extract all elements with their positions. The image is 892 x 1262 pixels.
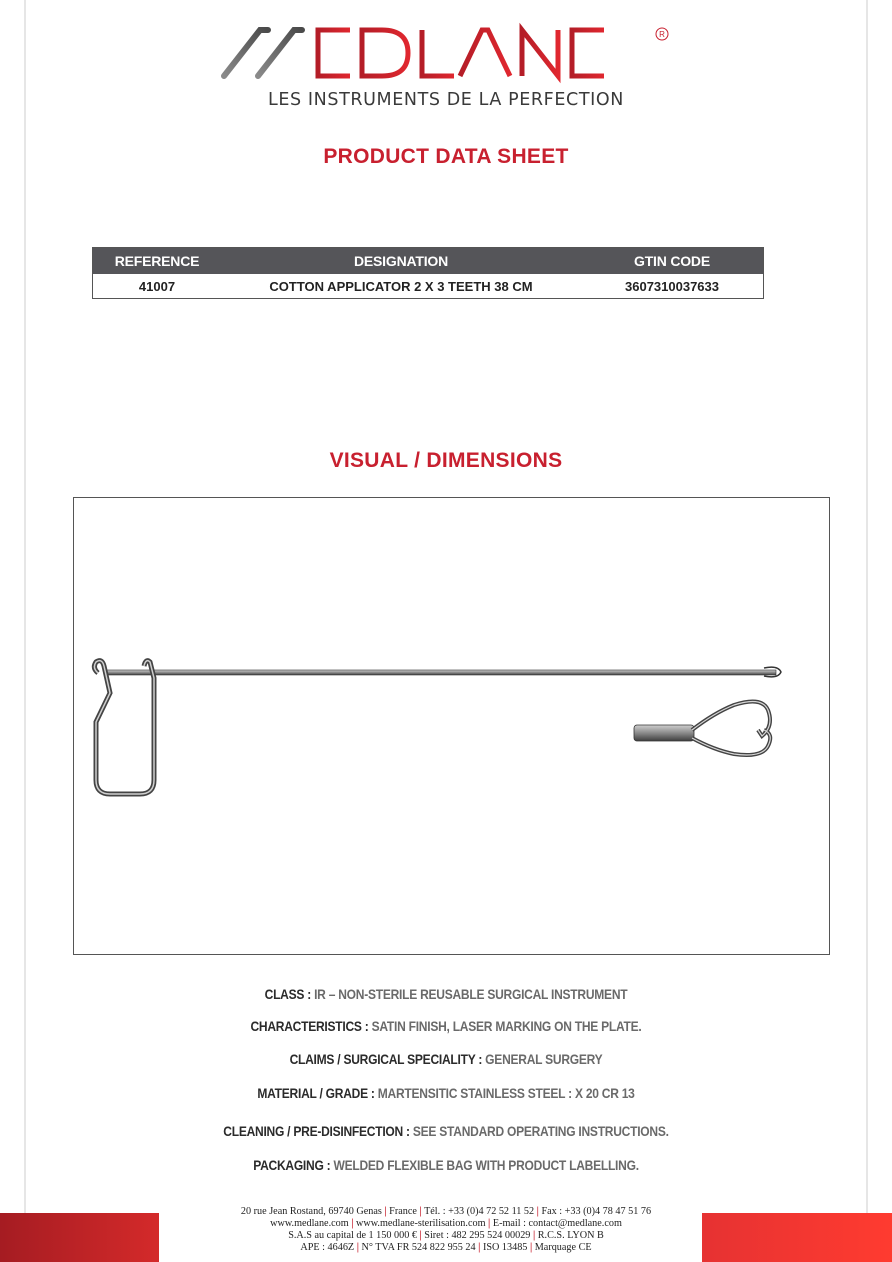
footer-tva: N° TVA FR 524 822 955 24: [361, 1242, 476, 1253]
spec-value: WELDED FLEXIBLE BAG WITH PRODUCT LABELLING.: [333, 1157, 639, 1173]
footer-iso: ISO 13485: [482, 1242, 528, 1253]
spec-characteristics: [62, 1018, 829, 1034]
footer-line-1: 20 rue Jean Rostand, 69740 Genas | France | Tél. : +33 (0)4 72 52 11 52 | Fax : +33 (0)4 78 47 51 76: [240, 1206, 652, 1217]
instrument-illustration: [74, 498, 829, 954]
footer-line-2: www.medlane.com | www.medlane-sterilisation.com | E-mail : contact@medlane.com: [270, 1218, 622, 1229]
footer-siret: Siret : 482 295 524 00029: [424, 1230, 531, 1241]
footer-country: France: [389, 1206, 417, 1217]
footer-capital: S.A.S au capital de 1 150 000 €: [288, 1230, 417, 1241]
product-data-sheet-title: PRODUCT DATA SHEET: [323, 145, 569, 168]
footer-sterilisation-link[interactable]: www.medlane-sterilisation.com: [356, 1218, 486, 1229]
footer-line-4: APE : 4646Z | N° TVA FR 524 822 955 24 | ISO 13485 | Marquage CE: [300, 1242, 592, 1253]
cell-designation: COTTON APPLICATOR 2 X 3 TEETH 38 CM: [221, 274, 581, 299]
spec-packaging: [62, 1157, 829, 1173]
brand-tagline: LES INSTRUMENTS DE LA PERFECTION: [268, 90, 624, 110]
cell-gtin: 3607310037633: [581, 274, 764, 299]
footer-line-3: S.A.S au capital de 1 150 000 € | Siret : 482 295 524 00029 | R.C.S. LYON B: [288, 1230, 604, 1241]
table-row: [93, 274, 764, 299]
footer-email-link[interactable]: E-mail : contact@medlane.com: [492, 1218, 622, 1229]
spec-label: PACKAGING :: [253, 1157, 334, 1173]
medlane-logo: [220, 20, 680, 140]
visual-box: [73, 497, 830, 955]
spec-label: CLASS :: [264, 986, 315, 1002]
spec-class: [62, 986, 829, 1002]
col-gtin: GTIN CODE: [581, 248, 764, 275]
spec-label: CLAIMS / SURGICAL SPECIALITY :: [289, 1051, 486, 1067]
footer-phone: Tél. : +33 (0)4 72 52 11 52: [424, 1206, 535, 1217]
spec-cleaning: [62, 1123, 829, 1139]
footer-ape: APE : 4646Z: [300, 1242, 355, 1253]
footer-rcs: R.C.S. LYON B: [537, 1230, 604, 1241]
spec-label: MATERIAL / GRADE :: [257, 1085, 378, 1101]
col-reference: REFERENCE: [93, 248, 222, 275]
spec-label: CHARACTERISTICS :: [250, 1018, 372, 1034]
footer-address-text: 20 rue Jean Rostand, 69740 Genas: [240, 1206, 382, 1217]
spec-material: [62, 1085, 829, 1101]
spec-value: SATIN FINISH, LASER MARKING ON THE PLATE.: [371, 1018, 642, 1034]
footer-fax: Fax : +33 (0)4 78 47 51 76: [541, 1206, 652, 1217]
spec-value: SEE STANDARD OPERATING INSTRUCTIONS.: [412, 1123, 669, 1139]
product-table: [92, 247, 764, 299]
footer-website-link[interactable]: www.medlane.com: [270, 1218, 349, 1229]
page-border-left: [24, 0, 26, 1262]
col-designation: DESIGNATION: [221, 248, 581, 275]
spec-label: CLEANING / PRE-DISINFECTION :: [223, 1123, 413, 1139]
footer-address: [0, 1206, 892, 1254]
spec-value: MARTENSITIC STAINLESS STEEL : X 20 CR 13: [377, 1085, 635, 1101]
svg-text:R: R: [659, 30, 665, 39]
footer-ce: Marquage CE: [534, 1242, 592, 1253]
spec-value: GENERAL SURGERY: [485, 1051, 603, 1067]
visual-dimensions-title: VISUAL / DIMENSIONS: [329, 449, 563, 472]
product-table-header: [93, 248, 764, 275]
cell-reference: 41007: [93, 274, 222, 299]
spec-claims: [62, 1051, 829, 1067]
spec-value: IR – NON-STERILE REUSABLE SURGICAL INSTRUMENT: [314, 986, 628, 1002]
page-border-right: [866, 0, 868, 1262]
